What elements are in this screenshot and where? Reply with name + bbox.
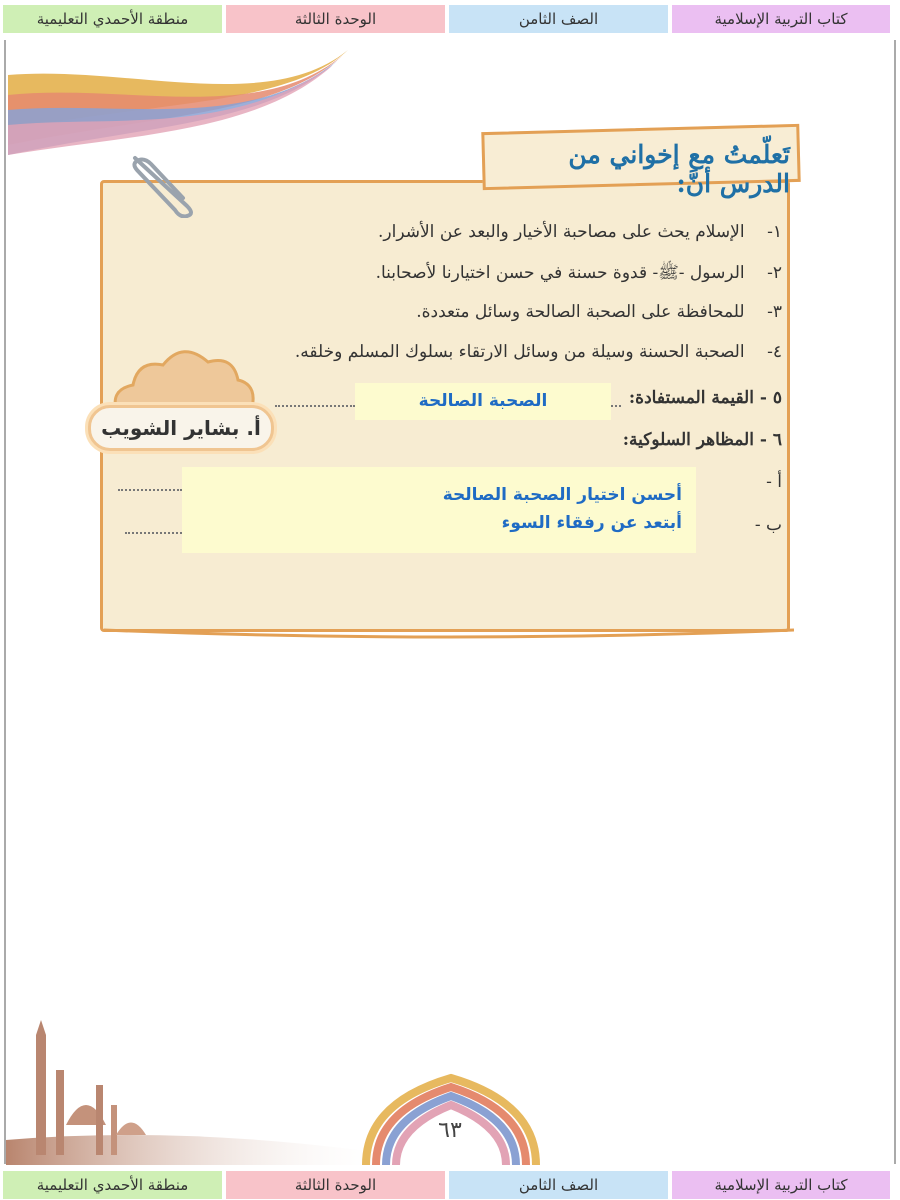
footer-grade: الصف الثامن <box>449 1171 668 1199</box>
dotted-line <box>611 405 621 407</box>
behaviors-label: ٦ - المظاهر السلوكية: <box>622 430 782 450</box>
point-text: الصحبة الحسنة وسيلة من وسائل الارتقاء بسلوك المسلم وخلقه. <box>294 342 745 362</box>
card-curl-decoration <box>104 628 794 644</box>
point-number: ٣- <box>767 302 782 322</box>
point-text: الرسول -ﷺ- قدوة حسنة في حسن اختيارنا لأصحابنا. <box>375 263 745 283</box>
header-district: منطقة الأحمدي التعليمية <box>3 5 222 33</box>
point-text: للمحافظة على الصحبة الصالحة وسائل متعددة. <box>416 302 745 322</box>
point-number: ٤- <box>767 342 782 362</box>
behavior-b-answer: أبتعد عن رفقاء السوء <box>501 513 682 533</box>
footer-book-title: كتاب التربية الإسلامية <box>672 1171 890 1199</box>
value-answer: الصحبة الصالحة <box>355 383 611 420</box>
value-label: ٥ - القيمة المستفادة: <box>628 388 782 408</box>
author-badge: أ. بشاير الشويب <box>88 405 274 451</box>
point-4 <box>295 342 782 362</box>
footer-district: منطقة الأحمدي التعليمية <box>3 1171 222 1199</box>
mosque-silhouette <box>6 1015 396 1165</box>
page-number: ٦٣ <box>438 1118 462 1143</box>
dotted-line <box>275 405 355 407</box>
header-unit: الوحدة الثالثة <box>226 5 445 33</box>
dotted-line <box>125 532 182 534</box>
page-footer <box>0 1166 900 1198</box>
page-header <box>0 0 900 32</box>
behavior-b-prefix: ب - <box>754 515 782 535</box>
point-number: ١- <box>767 222 782 242</box>
paperclip-icon <box>125 148 200 218</box>
ribbon-decoration <box>8 45 353 155</box>
dotted-line <box>118 489 182 491</box>
behaviors-answer-box <box>182 467 696 553</box>
footer-unit: الوحدة الثالثة <box>226 1171 445 1199</box>
point-1 <box>378 222 782 242</box>
behavior-a-prefix: أ - <box>766 472 782 492</box>
behavior-a-answer: أحسن اختيار الصحبة الصالحة <box>442 485 682 505</box>
lesson-title: تَعلّمتُ مع إخواني من الدرس أنَّ: <box>568 140 790 198</box>
point-number: ٢- <box>767 263 782 283</box>
header-book-title: كتاب التربية الإسلامية <box>672 5 890 33</box>
point-3 <box>416 302 782 322</box>
header-grade: الصف الثامن <box>449 5 668 33</box>
point-text: الإسلام يحث على مصاحبة الأخيار والبعد عن الأشرار. <box>378 222 745 242</box>
point-2 <box>376 262 782 287</box>
